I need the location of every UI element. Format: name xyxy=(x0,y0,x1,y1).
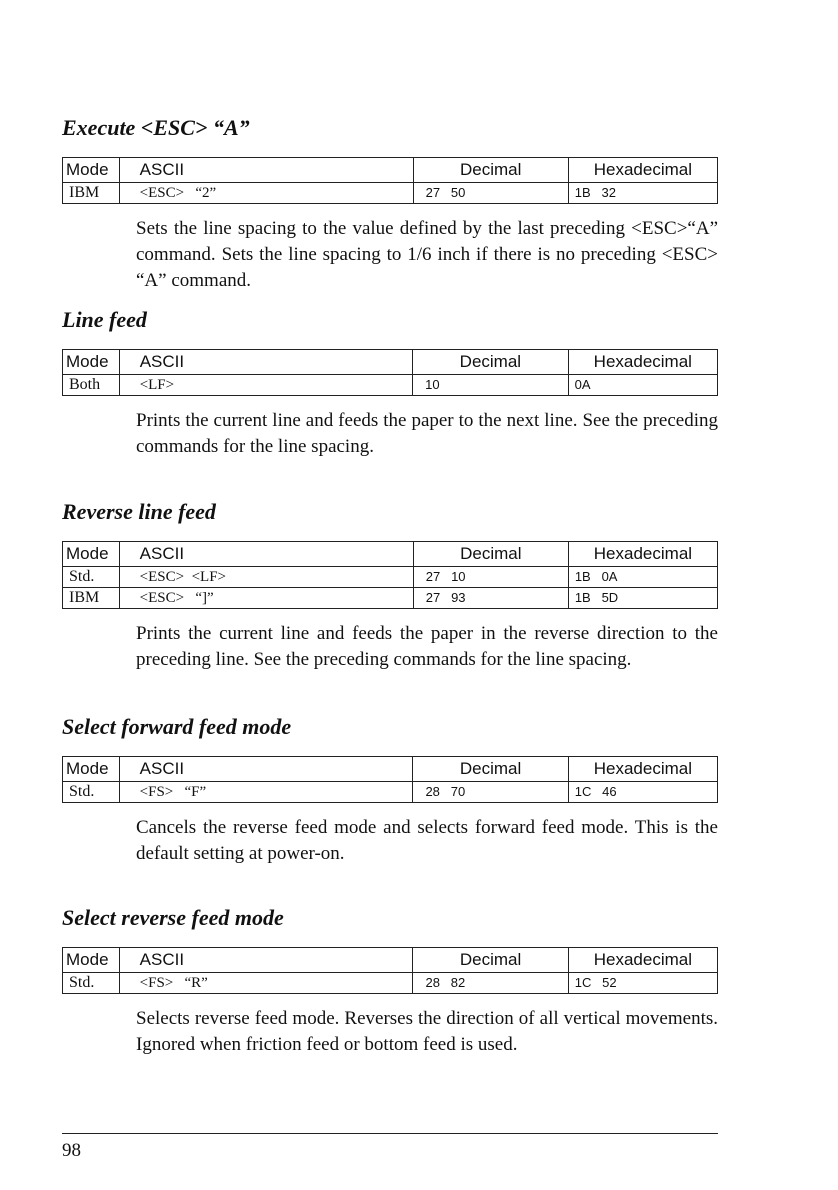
table-cell: <ESC> <LF> xyxy=(119,567,413,588)
column-header: Hexadecimal xyxy=(568,158,717,183)
table-cell: 0A xyxy=(568,375,717,396)
column-header: Mode xyxy=(63,757,120,782)
table-header xyxy=(63,350,718,375)
section-description: Sets the line spacing to the value defined by the last preceding <ESC>“A” command. Sets the line spacing to 1/6 inch if there is no preceding <ESC> “A” command. xyxy=(136,218,718,291)
command-table xyxy=(62,947,718,994)
table-cell: 1B 5D xyxy=(568,588,717,609)
command-section xyxy=(62,113,718,294)
table-row xyxy=(63,782,718,803)
command-table xyxy=(62,349,718,396)
table-cell: Both xyxy=(63,375,120,396)
column-header: Decimal xyxy=(413,542,568,567)
table-cell: 1C 46 xyxy=(568,782,717,803)
column-header: Decimal xyxy=(413,350,569,375)
section-title: Reverse line feed xyxy=(62,499,216,524)
column-header: Hexadecimal xyxy=(568,542,717,567)
table-cell: 1C 52 xyxy=(568,973,717,994)
table-row xyxy=(63,588,718,609)
section-title: Execute <ESC> “A” xyxy=(62,115,250,140)
table-cell: 1B 0A xyxy=(568,567,717,588)
table-cell: <ESC> “]” xyxy=(119,588,413,609)
command-section xyxy=(62,903,718,1058)
table-cell: 27 93 xyxy=(413,588,568,609)
section-description: Cancels the reverse feed mode and selects forward feed mode. This is the default setting at power-on. xyxy=(136,817,718,864)
table-cell: 10 xyxy=(413,375,569,396)
table-cell: <ESC> “2” xyxy=(119,183,413,204)
column-header: Decimal xyxy=(413,757,568,782)
column-header: Hexadecimal xyxy=(568,350,717,375)
section-description: Prints the current line and feeds the paper in the reverse direction to the preceding line. See the preceding commands for the line spacing. xyxy=(136,623,718,670)
table-cell: 28 82 xyxy=(413,973,568,994)
table-cell: Std. xyxy=(63,567,120,588)
column-header: ASCII xyxy=(119,350,412,375)
column-header: ASCII xyxy=(119,757,413,782)
section-title: Select reverse feed mode xyxy=(62,905,284,930)
footer-rule xyxy=(62,1133,718,1134)
section-description: Prints the current line and feeds the paper to the next line. See the preceding commands for the line spacing. xyxy=(136,410,718,457)
command-section xyxy=(62,712,718,867)
command-section xyxy=(62,305,718,460)
column-header: Decimal xyxy=(413,948,568,973)
column-header: Decimal xyxy=(413,158,568,183)
table-cell: IBM xyxy=(63,183,120,204)
table-header xyxy=(63,542,718,567)
table-cell: <FS> “R” xyxy=(119,973,413,994)
column-header: Mode xyxy=(63,158,120,183)
column-header: Mode xyxy=(63,948,120,973)
section-title: Line feed xyxy=(62,307,147,332)
table-cell: 27 10 xyxy=(413,567,568,588)
table-cell: <LF> xyxy=(119,375,412,396)
column-header: ASCII xyxy=(119,542,413,567)
table-cell: 28 70 xyxy=(413,782,568,803)
table-row xyxy=(63,567,718,588)
table-cell: 1B 32 xyxy=(568,183,717,204)
table-header xyxy=(63,757,718,782)
command-section xyxy=(62,497,718,673)
page-number: 98 xyxy=(62,1140,81,1161)
column-header: Mode xyxy=(63,350,120,375)
table-cell: 27 50 xyxy=(413,183,568,204)
table-header xyxy=(63,948,718,973)
command-table xyxy=(62,541,718,609)
column-header: Mode xyxy=(63,542,120,567)
table-cell: <FS> “F” xyxy=(119,782,413,803)
command-table xyxy=(62,756,718,803)
column-header: Hexadecimal xyxy=(568,757,717,782)
table-row xyxy=(63,973,718,994)
command-table xyxy=(62,157,718,204)
column-header: Hexadecimal xyxy=(568,948,717,973)
table-header xyxy=(63,158,718,183)
table-row xyxy=(63,183,718,204)
table-cell: IBM xyxy=(63,588,120,609)
table-cell: Std. xyxy=(63,782,120,803)
section-title: Select forward feed mode xyxy=(62,714,292,739)
table-cell: Std. xyxy=(63,973,120,994)
section-description: Selects reverse feed mode. Reverses the direction of all vertical movements. Ignored when friction feed or bottom feed is used. xyxy=(136,1008,718,1055)
column-header: ASCII xyxy=(119,158,413,183)
table-row xyxy=(63,375,718,396)
column-header: ASCII xyxy=(119,948,413,973)
